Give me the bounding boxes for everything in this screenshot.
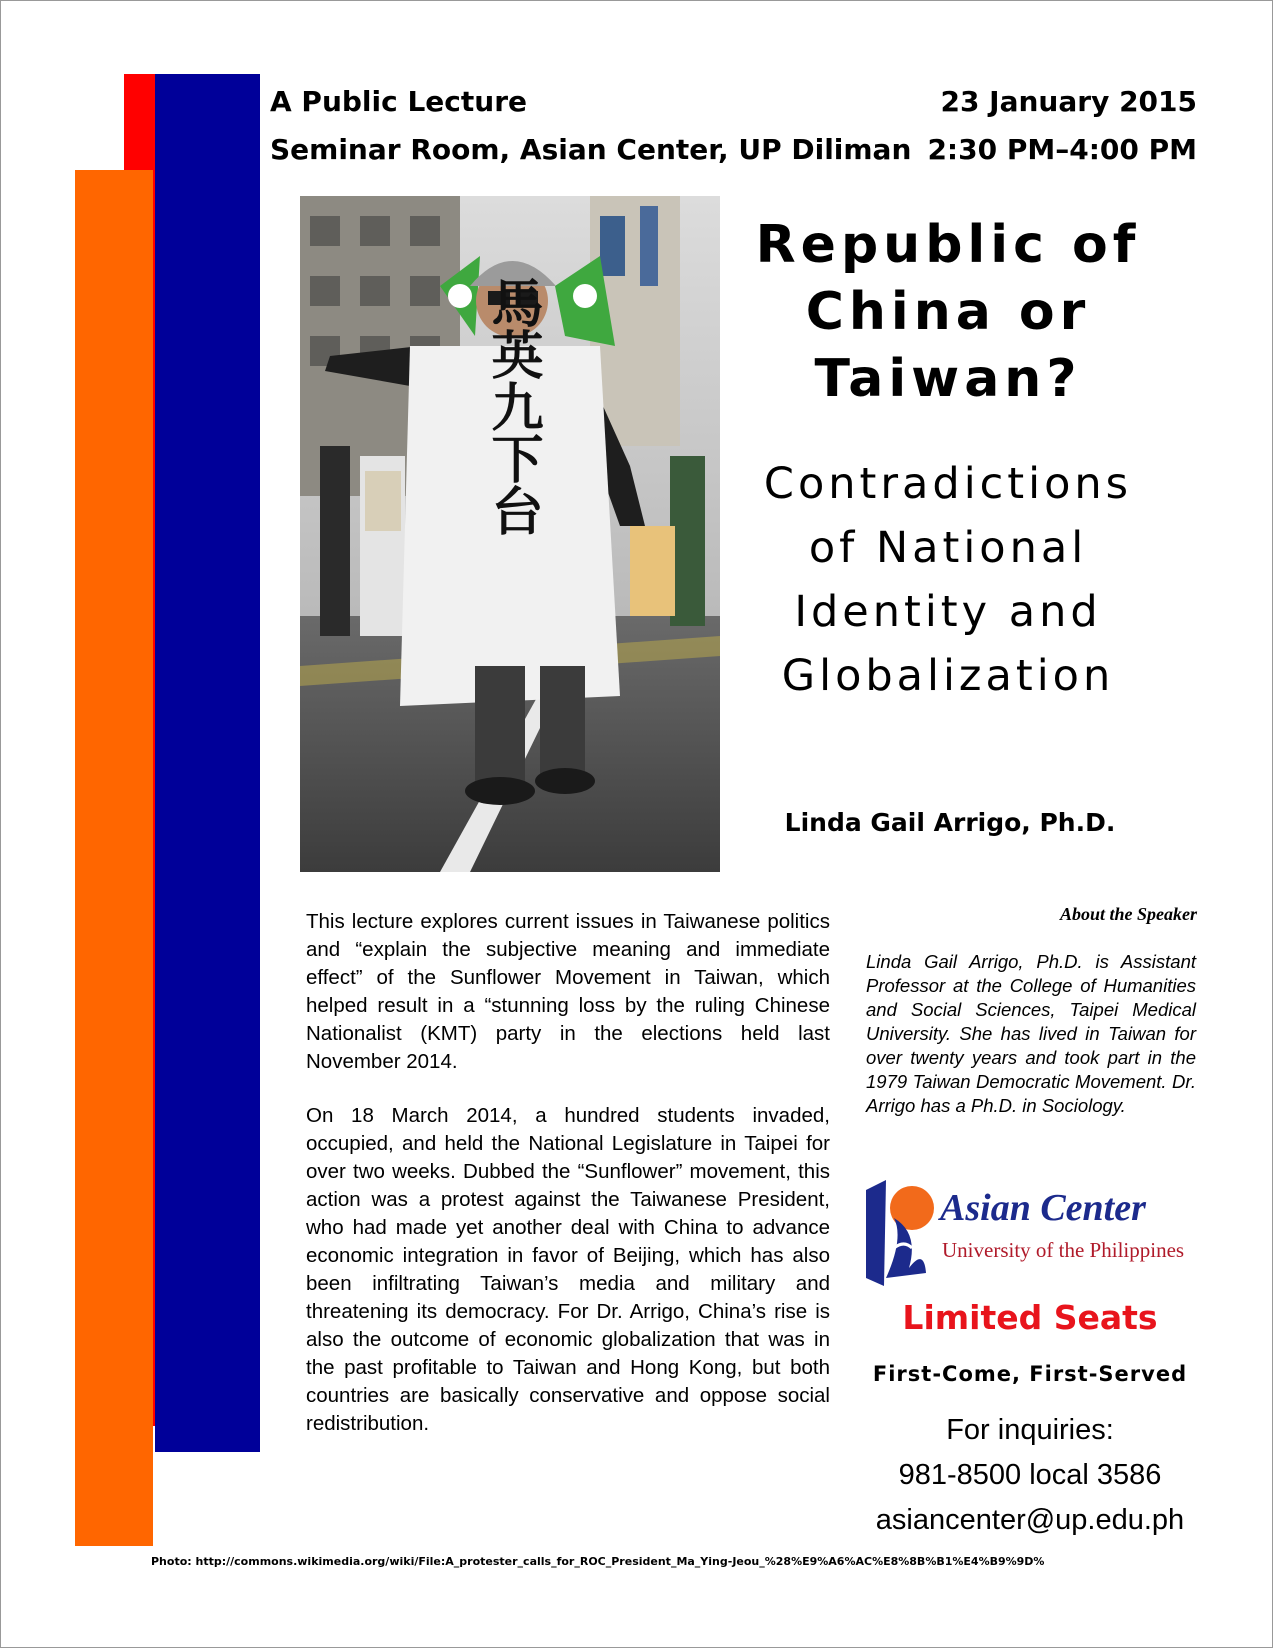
subtitle-line: Contradictions (763, 459, 1133, 509)
subtitle-line: Globalization (781, 651, 1115, 701)
event-venue: Seminar Room, Asian Center, UP Diliman (270, 133, 912, 166)
event-time: 2:30 PM–4:00 PM (927, 133, 1197, 166)
limited-seats: Limited Seats (902, 1298, 1158, 1337)
lecture-subtitle (728, 452, 1168, 708)
logo-emblem (864, 1178, 944, 1288)
lecture-title (728, 212, 1168, 413)
about-heading: About the Speaker (1059, 904, 1197, 924)
logo-subtitle: University of the Philippines (942, 1238, 1185, 1262)
inquiries-block (860, 1408, 1200, 1543)
title-line: China or (805, 282, 1091, 342)
event-date: 23 January 2015 (940, 85, 1197, 118)
photo-illustration (300, 196, 720, 872)
lecture-description (306, 908, 830, 1464)
blue-stripe (155, 74, 260, 1452)
subtitle-line: of National (808, 523, 1088, 573)
contact-phone: 981-8500 local 3586 (898, 1459, 1162, 1491)
logo-title: Asian Center (940, 1187, 1146, 1229)
first-come-notice: First-Come, First-Served (872, 1362, 1188, 1386)
subtitle-line: Identity and (794, 587, 1102, 637)
shirt-slogan: 馬英九下台 (482, 276, 542, 536)
contact-email[interactable]: asiancenter@up.edu.ph (875, 1504, 1185, 1536)
photo-credit: Photo: http://commons.wikimedia.org/wiki/File:A_protester_calls_for_ROC_President_Ma_Ying-Jeou_%28%E9%A6%AC%E8%8B%B1%E4%B9%9D% (151, 1555, 1045, 1568)
description-paragraph: On 18 March 2014, a hundred students invaded, occupied, and held the National Legislature in Taipei for over two weeks. Dubbed the “Sunflower” movement, this action was a protest against the Taiwanese President, who had made yet another deal with China to advance economic integration in favor of Beijing, which has also been infiltrating Taiwan’s media and military and threatening its democracy. For Dr. Arrigo, China’s rise is also the outcome of economic globalization that was in the past profitable to Taiwan and Hong Kong, but both countries are basically conservative and oppose social redistribution. (306, 1104, 830, 1435)
title-line: Republic of (755, 215, 1141, 275)
event-schedule (927, 78, 1197, 174)
orange-stripe (75, 170, 153, 1546)
title-line: Taiwan? (814, 349, 1082, 409)
about-speaker-text: Linda Gail Arrigo, Ph.D. is Assistant Professor at the College of Humanities and Social Sciences, Taipei Medical University. She has lived in Taiwan for over twenty years and took part in the 1979 Taiwan Democratic Movement. Dr. Arrigo has a Ph.D. in Sociology. (866, 951, 1196, 1116)
speaker-name: Linda Gail Arrigo, Ph.D. (784, 808, 1116, 837)
protester-photo (300, 196, 720, 872)
inquiries-label: For inquiries: (946, 1414, 1114, 1446)
event-info (270, 78, 911, 174)
event-type: A Public Lecture (270, 85, 528, 118)
asian-center-logo (864, 1178, 1200, 1288)
description-paragraph: This lecture explores current issues in Taiwanese politics and “explain the subjective meaning and immediate effect” of the Sunflower Movement in Taiwan, which helped result in a “stunning loss by the ruling Chinese Nationalist (KMT) party in the elections held last November 2014. (306, 910, 830, 1073)
